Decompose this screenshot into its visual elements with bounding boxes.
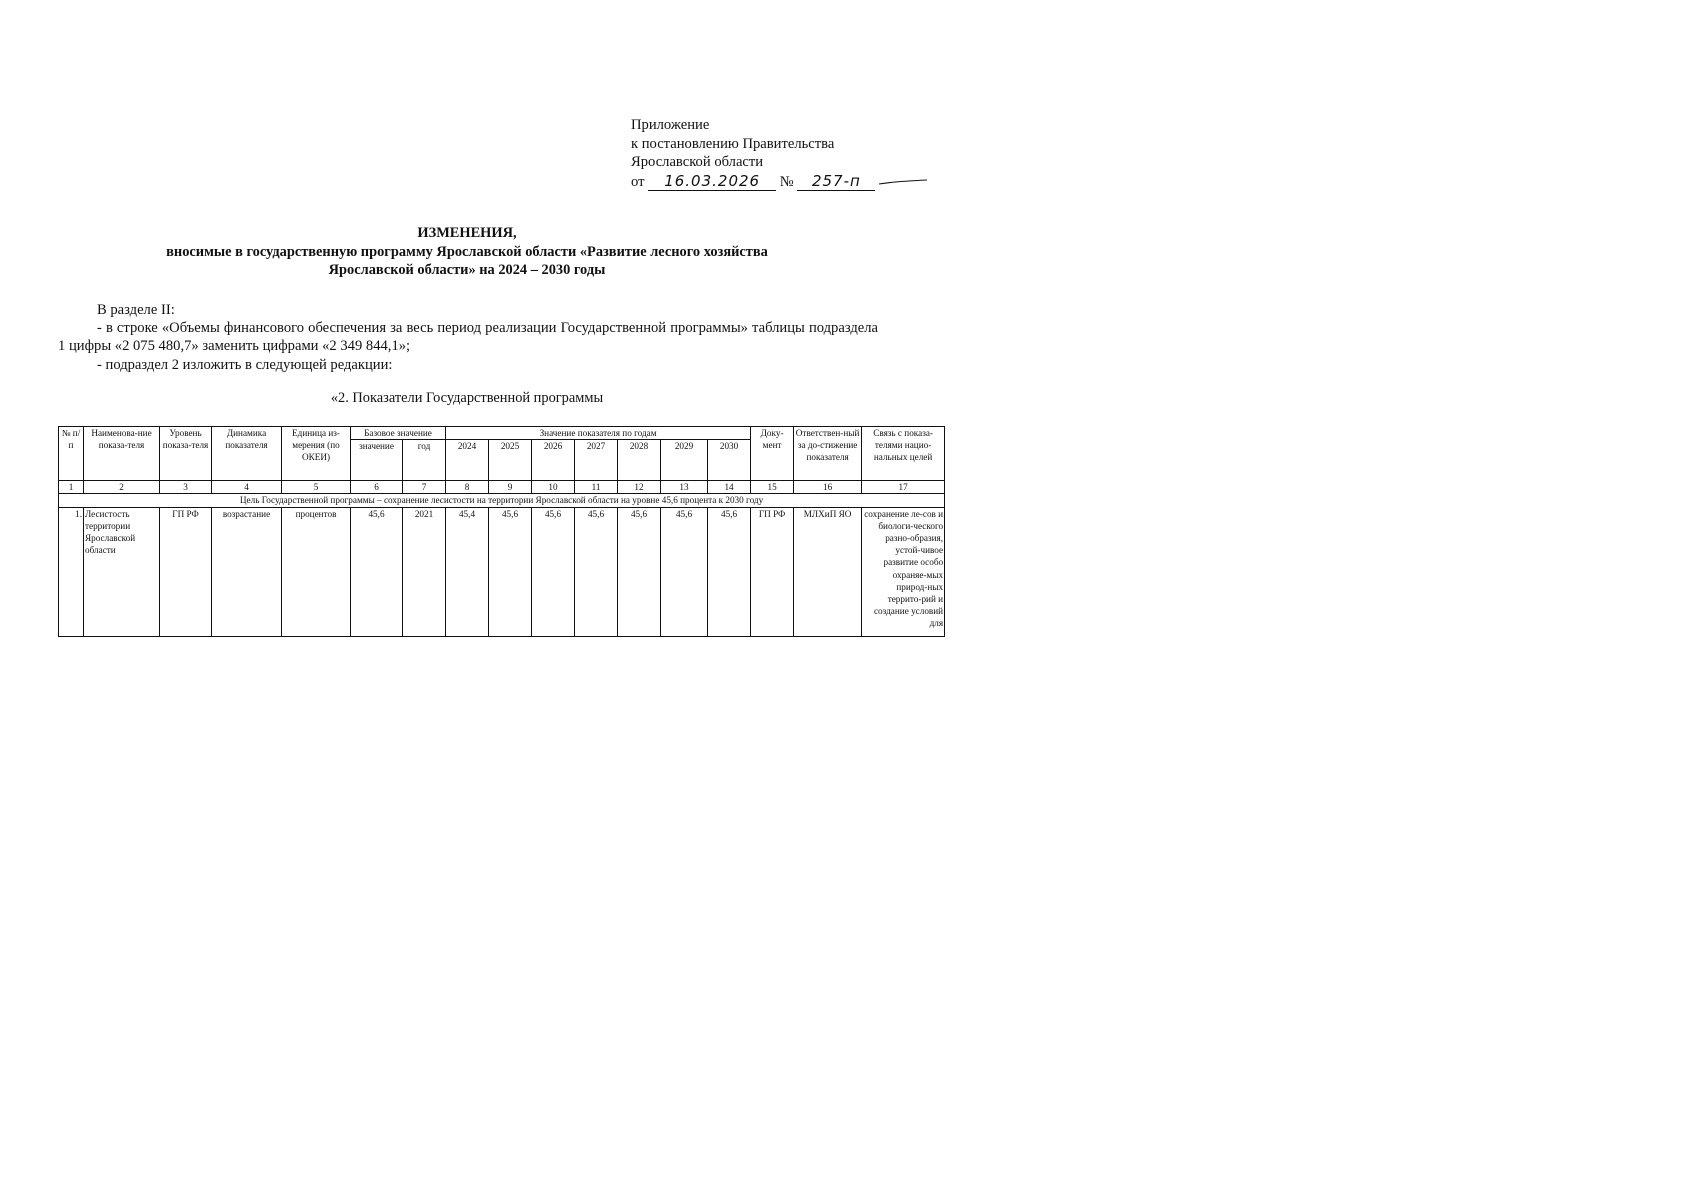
subsection-title: «2. Показатели Государственной программы (330, 390, 604, 406)
row-dynamics: возрастание (212, 507, 282, 636)
header-year-2028: 2028 (618, 440, 661, 481)
heading-line-3: Ярославской области» на 2024 – 2030 годы (328, 262, 606, 278)
row-value-2028: 45,6 (618, 507, 661, 636)
number-sign: № (779, 173, 794, 190)
date-prefix: от (631, 173, 645, 190)
column-number: 14 (708, 481, 751, 494)
header-year-2027: 2027 (575, 440, 618, 481)
column-number: 10 (532, 481, 575, 494)
column-number: 11 (575, 481, 618, 494)
column-number: 12 (618, 481, 661, 494)
header-year-2024: 2024 (446, 440, 489, 481)
header-base-value: значение (351, 440, 403, 481)
row-unit: процентов (282, 507, 351, 636)
header-row-1 (59, 427, 945, 440)
handwritten-date: 16.03.2026 (648, 172, 776, 192)
document-heading (0, 224, 934, 280)
header-unit: Единица из-мерения (по ОКЕИ) (282, 427, 351, 481)
goal-text: Цель Государственной программы – сохранение лесистости на территории Ярославской области на уровне 45,6 процента к 2030 году (59, 494, 945, 507)
column-number: 6 (351, 481, 403, 494)
column-number: 1 (59, 481, 84, 494)
header-link: Связь с показа-телями нацио-нальных целей (862, 427, 945, 481)
row-base-year: 2021 (403, 507, 446, 636)
handwritten-number: 257-п (797, 172, 875, 192)
appendix-line-3: Ярославской области (631, 154, 764, 170)
indicators-table (58, 426, 945, 637)
header-document: Доку-мент (751, 427, 794, 481)
change-item-2: - подраздел 2 изложить в следующей редакции: (97, 356, 393, 373)
row-responsible: МЛХиП ЯО (794, 507, 862, 636)
row-link: сохранение ле-сов и биологи-ческого разно-образия, устой-чивое развитие особо охраняе-мых природ-ных террито-рий и создание условий для (862, 507, 945, 636)
column-number: 3 (160, 481, 212, 494)
header-years-group: Значение показателя по годам (446, 427, 751, 440)
column-number-row (59, 481, 945, 494)
column-number: 4 (212, 481, 282, 494)
row-level: ГП РФ (160, 507, 212, 636)
row-num: 1. (59, 507, 84, 636)
header-base-year: год (403, 440, 446, 481)
row-value-2025: 45,6 (489, 507, 532, 636)
document-body (58, 301, 878, 374)
row-base-value: 45,6 (351, 507, 403, 636)
row-value-2030: 45,6 (708, 507, 751, 636)
row-value-2027: 45,6 (575, 507, 618, 636)
header-level: Уровень показа-теля (160, 427, 212, 481)
signature-stroke (879, 178, 927, 186)
column-number: 16 (794, 481, 862, 494)
table-row (59, 507, 945, 636)
header-name: Наименова-ние показа-теля (84, 427, 160, 481)
header-year-2026: 2026 (532, 440, 575, 481)
appendix-line-1: Приложение (631, 117, 710, 133)
appendix-block (631, 116, 927, 191)
column-number: 17 (862, 481, 945, 494)
row-value-2029: 45,6 (661, 507, 708, 636)
header-responsible: Ответствен-ный за до-стижение показателя (794, 427, 862, 481)
header-num: № п/п (59, 427, 84, 481)
change-item-1: - в строке «Объемы финансового обеспечения за весь период реализации Государственной программы» таблицы подраздела 1 цифры «2 075 480,7» заменить цифрами «2 349 844,1»; (58, 320, 878, 355)
header-year-2029: 2029 (661, 440, 708, 481)
row-name: Лесистость территории Ярославской области (84, 507, 160, 636)
column-number: 5 (282, 481, 351, 494)
column-number: 8 (446, 481, 489, 494)
section-reference: В разделе II: (97, 302, 175, 318)
header-dynamics: Динамика показателя (212, 427, 282, 481)
column-number: 15 (751, 481, 794, 494)
heading-line-2: вносимые в государственную программу Ярославской области «Развитие лесного хозяйства (166, 243, 768, 260)
appendix-date-line (631, 172, 927, 192)
header-year-2030: 2030 (708, 440, 751, 481)
row-value-2024: 45,4 (446, 507, 489, 636)
column-number: 2 (84, 481, 160, 494)
row-document: ГП РФ (751, 507, 794, 636)
header-base-group: Базовое значение (351, 427, 446, 440)
goal-row (59, 494, 945, 507)
header-year-2025: 2025 (489, 440, 532, 481)
appendix-line-2: к постановлению Правительства (631, 135, 835, 152)
row-value-2026: 45,6 (532, 507, 575, 636)
column-number: 7 (403, 481, 446, 494)
column-number: 9 (489, 481, 532, 494)
heading-title: ИЗМЕНЕНИЯ, (417, 225, 517, 241)
column-number: 13 (661, 481, 708, 494)
